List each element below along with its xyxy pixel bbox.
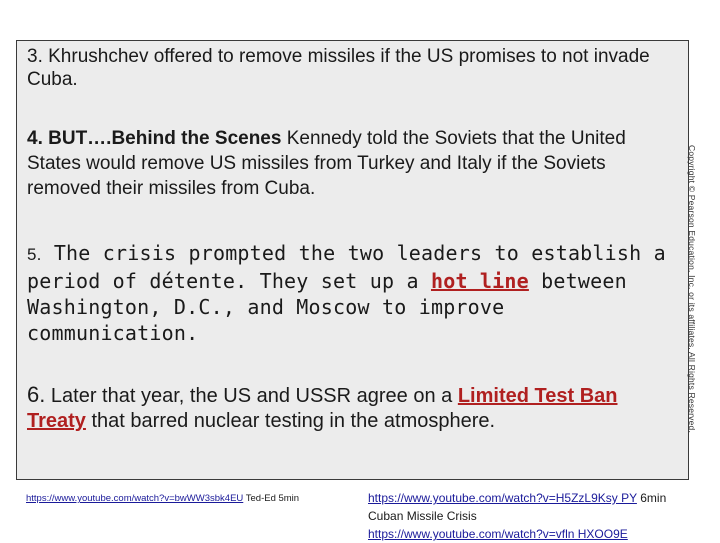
footer-right bbox=[368, 489, 666, 543]
footer-right-line3 bbox=[368, 525, 666, 543]
point-4 bbox=[27, 126, 682, 201]
ted-ed-video-link[interactable]: https://www.youtube.com/watch?v=bwWW3sbk4EU bbox=[26, 493, 244, 504]
point-4-text: Kennedy told the Soviets that the United States would remove US missiles from Turkey and Italy if the Soviets removed their missiles from Cuba. bbox=[27, 128, 626, 199]
footer-right-line2: Cuban Missile Crisis bbox=[368, 509, 477, 523]
point-6 bbox=[27, 382, 667, 434]
footer-right-line1 bbox=[368, 489, 666, 507]
point-6-number: 6. bbox=[27, 382, 46, 407]
footer-left bbox=[26, 493, 299, 504]
point-5 bbox=[27, 240, 677, 346]
point-6-text-after: that barred nuclear testing in the atmosphere. bbox=[85, 410, 496, 432]
point-5-text-after: between Washington, D.C., and Moscow to improve communication. bbox=[27, 269, 627, 345]
six-min-video-link[interactable]: https://www.youtube.com/watch?v=H5ZzL9Ksy PY bbox=[368, 491, 637, 505]
point-5-text-before: The crisis prompted the two leaders to establish a period of détente. They set up a bbox=[27, 241, 666, 293]
six-min-note: 6min bbox=[636, 491, 667, 505]
copyright-notice bbox=[687, 145, 712, 434]
copyright-text: Copyright © Pearson Education, Inc. or its affiliates. All Rights Reserved. bbox=[687, 145, 697, 434]
ted-ed-note: Ted-Ed 5min bbox=[243, 493, 300, 504]
point-4-heading: 4. BUT….Behind the Scenes bbox=[27, 128, 282, 149]
point-6-text-before: Later that year, the US and USSR agree on a bbox=[45, 385, 458, 407]
point-3-text: 3. Khrushchev offered to remove missiles if the US promises to not invade Cuba. bbox=[27, 46, 650, 90]
test-ban-treaty-term: Limited Test Ban Treaty bbox=[27, 385, 618, 432]
point-3 bbox=[27, 45, 682, 91]
third-video-link[interactable]: https://www.youtube.com/watch?v=vfln HXOO9E bbox=[368, 527, 628, 541]
hot-line-term: hot line bbox=[430, 269, 529, 293]
point-5-number: 5. bbox=[27, 245, 42, 264]
